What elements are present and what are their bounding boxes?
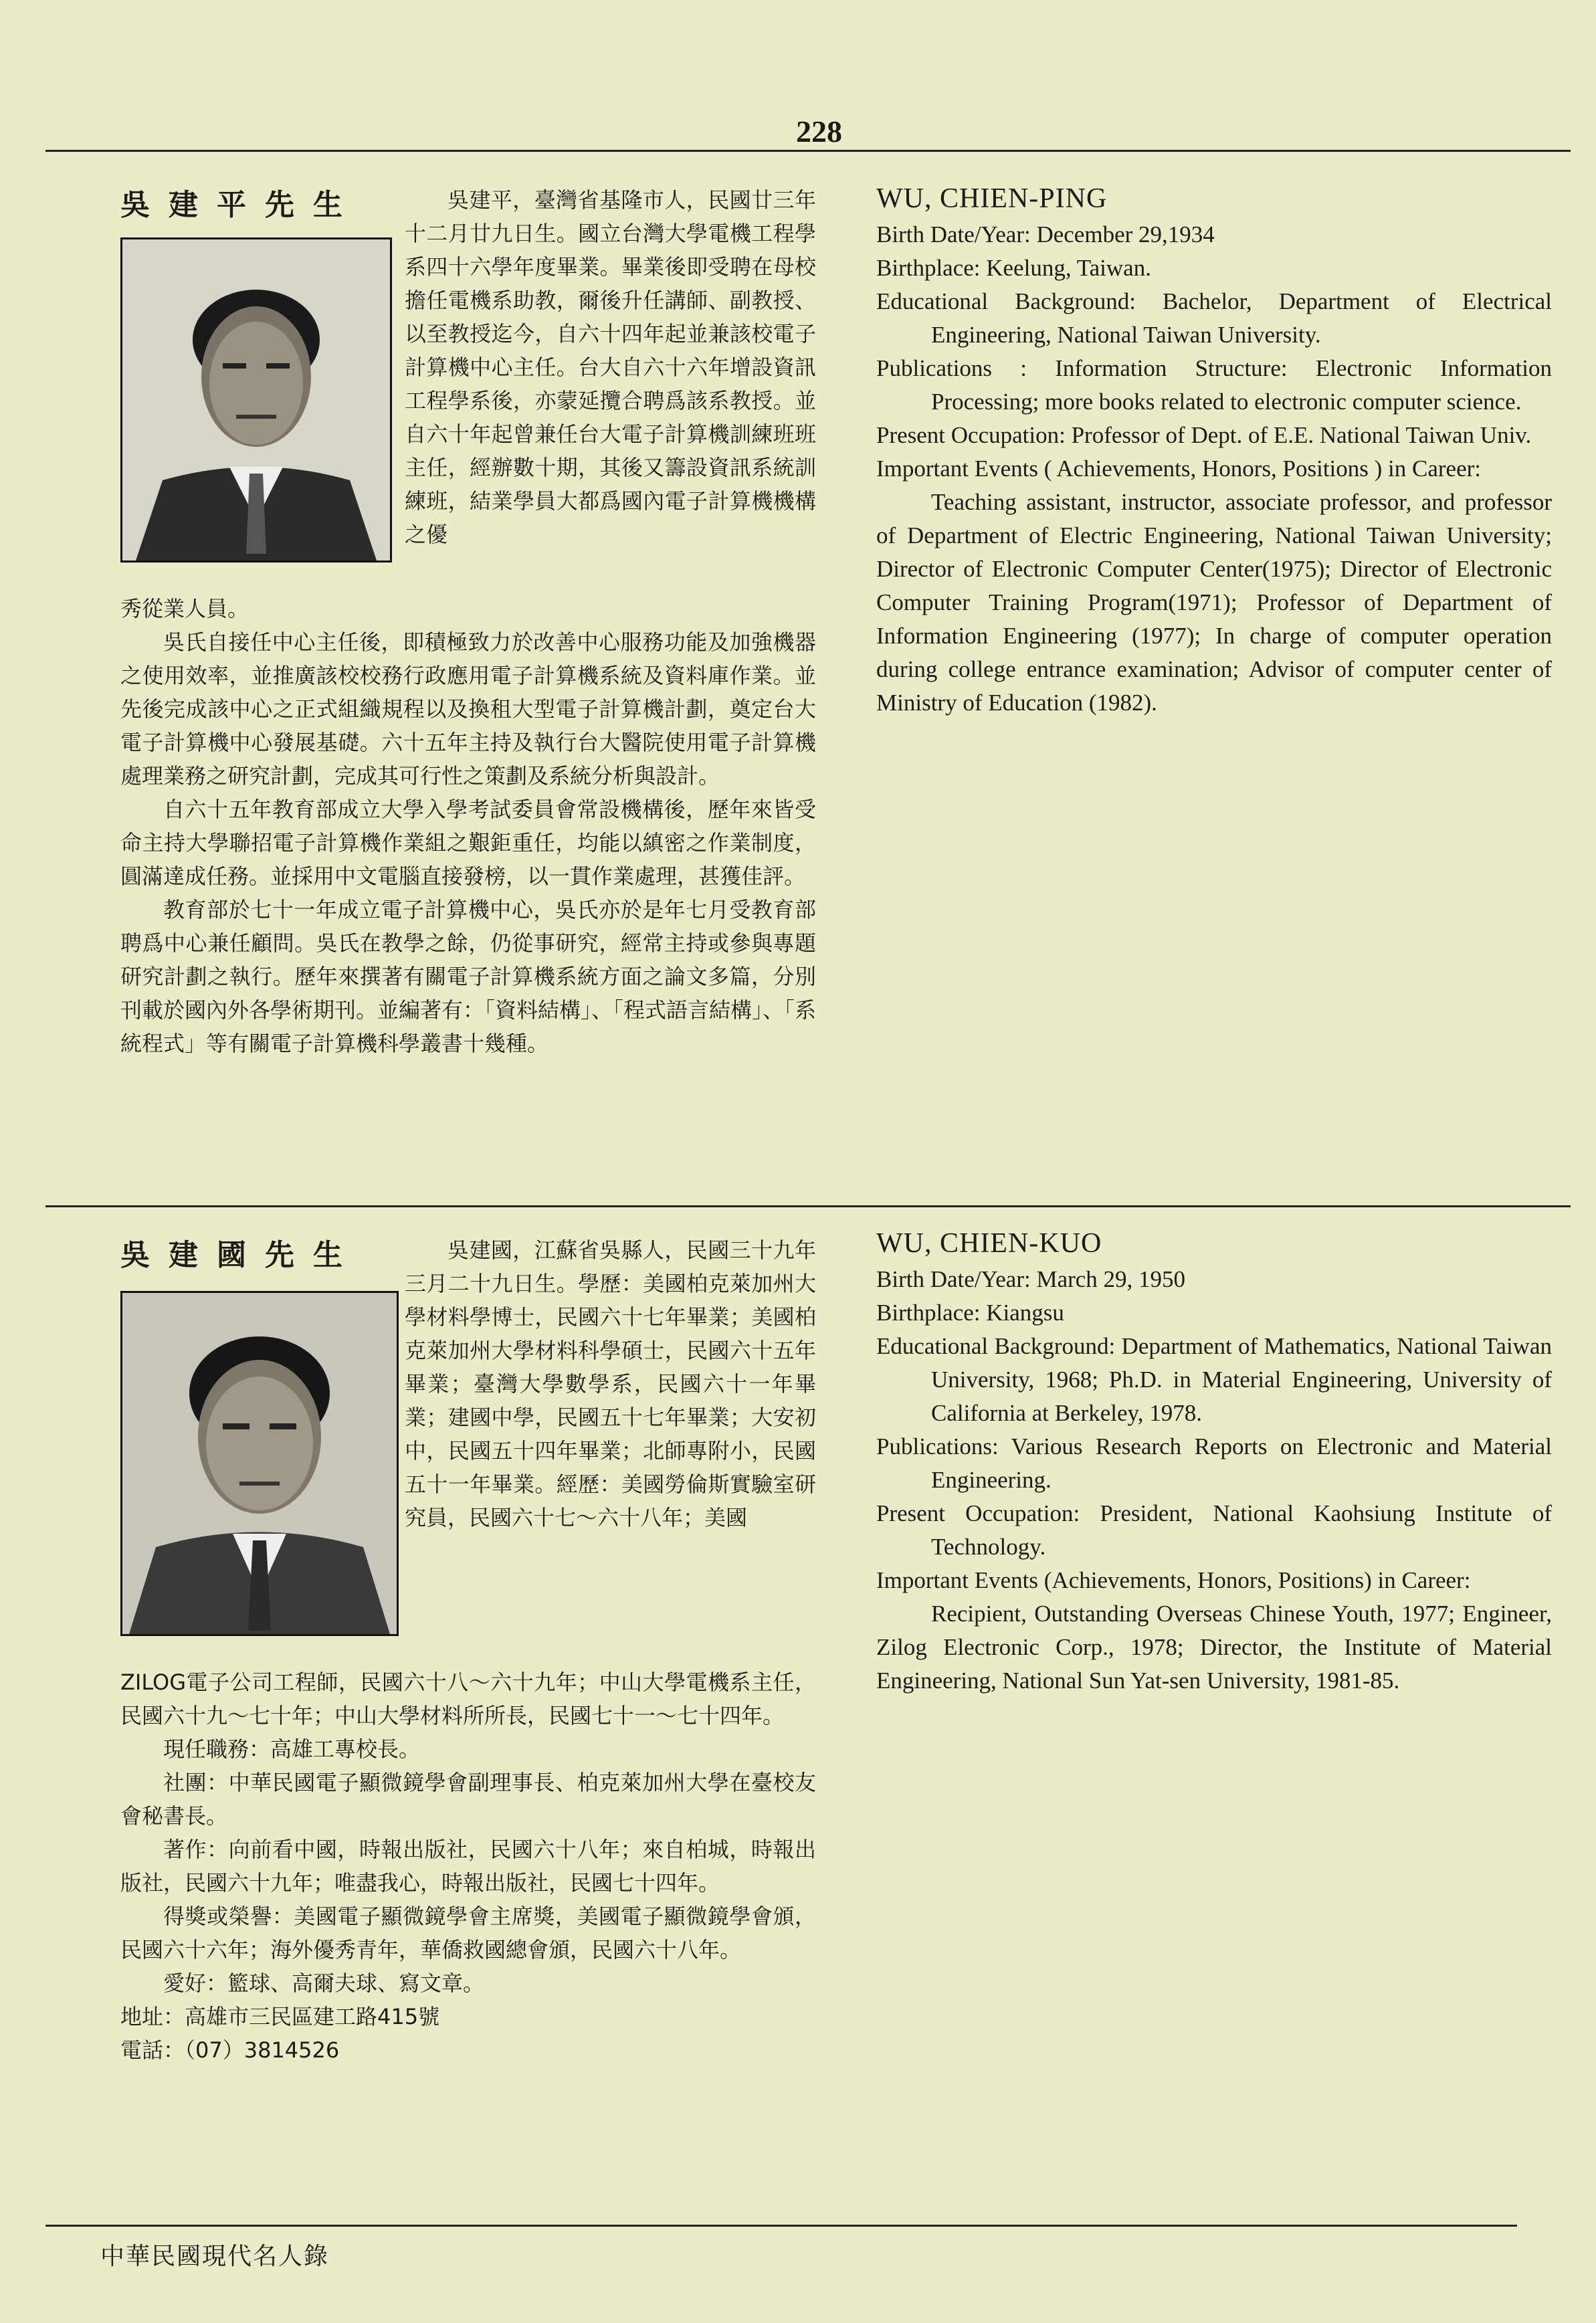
career-text: Teaching assistant, instructor, associate professor, and professor of Department of Electric Engineering, National Taiwan University; Director of Electronic Computer Center(1975); Director of Electronic Computer Training Program(1971); Professor of Department of Information Engineering (1977); In charge of computer operation during college entrance examination; Advisor of computer center of Ministry of Education (1982).: [876, 489, 1552, 716]
portrait-photo: [120, 1291, 399, 1636]
chinese-body: [120, 1665, 816, 2067]
publications: Publications: Various Research Reports on Electronic and Material Engineering.: [876, 1433, 1552, 1493]
hobbies: 愛好：籃球、高爾夫球、寫文章。: [163, 1971, 485, 1996]
birthplace: Birthplace: Keelung, Taiwan.: [876, 255, 1151, 281]
paragraph: 教育部於七十一年成立電子計算機中心，吳氏亦於是年七月受教育部聘爲中心兼任顧問。吳氏在教學之餘，仍從事研究，經常主持或參與專題研究計劃之執行。歷年來撰著有關電子計算機系統方面之論文多篇，分別刊載於國內外各學術期刊。並編著有：「資料結構」、「程式語言結構」、「系統程式」等有關電子計算機科學叢書十幾種。: [120, 897, 817, 1056]
birthplace: Birthplace: Kiangsu: [876, 1300, 1064, 1326]
important-events-label: Important Events ( Achievements, Honors, Positions ) in Career:: [876, 456, 1482, 482]
education: Educational Background: Bachelor, Department of Electrical Engineering, National Taiwan University.: [876, 288, 1552, 348]
chinese-intro: 吳建平，臺灣省基隆市人，民國廿三年十二月廿九日生。國立台灣大學電機工程學系四十六學年度畢業。畢業後即受聘在母校擔任電機系助教，爾後升任講師、副教授、以至教授迄今，自六十四年起並兼該校電子計算機中心主任。台大自六十六年增設資訊工程學系後，亦蒙延攬合聘爲該系教授。並自六十年起曾兼任台大電子計算機訓練班班主任，經辦數十期，其後又籌設資訊系統訓練班，結業學員大都爲國內電子計算機機構之優: [405, 187, 816, 547]
biography-entry: [0, 174, 1596, 1191]
english-section: [876, 1227, 1552, 1698]
portrait-photo: [120, 237, 392, 563]
publications: Publications : Information Structure: Electronic Information Processing; more books related to electronic computer science.: [876, 355, 1552, 415]
chinese-name: 吳建平先生: [120, 188, 361, 222]
paragraph: 吳氏自接任中心主任後，即積極致力於改善中心服務功能及加強機器之使用效率，並推廣該校校務行政應用電子計算機系統及資料庫作業。並先後完成該中心之正式組織規程以及換租大型電子計算機計劃，奠定台大電子計算機中心發展基礎。六十五年主持及執行台大醫院使用電子計算機處理業務之研究計劃，完成其可行性之策劃及系統分析與設計。: [120, 629, 816, 789]
paragraph: 現任職務：高雄工專校長。: [163, 1736, 421, 1762]
top-rule: [45, 150, 1571, 152]
bottom-rule: [45, 2225, 1517, 2227]
important-events-label: Important Events (Achievements, Honors, Positions) in Career:: [876, 1567, 1471, 1593]
section-divider: [45, 1205, 1571, 1207]
phone: 電話：（07）3814526: [120, 2037, 340, 2063]
paragraph: 社團：中華民國電子顯微鏡學會副理事長、柏克萊加州大學在臺校友會秘書長。: [120, 1770, 816, 1829]
portrait-icon: [122, 239, 390, 561]
english-name: WU, CHIEN-PING: [876, 183, 1108, 214]
address: 地址：高雄市三民區建工路415號: [120, 2004, 440, 2029]
chinese-body: [120, 592, 816, 1060]
portrait-icon: [122, 1293, 397, 1634]
paragraph: 得獎或榮譽：美國電子顯微鏡學會主席獎，美國電子顯微鏡學會頒，民國六十六年；海外優秀青年，華僑救國總會頒，民國六十八年。: [120, 1904, 816, 1962]
chinese-name: 吳建國先生: [120, 1238, 361, 1272]
english-name: WU, CHIEN-KUO: [876, 1228, 1102, 1259]
occupation: Present Occupation: President, National Kaohsiung Institute of Technology.: [876, 1500, 1552, 1560]
paragraph: 秀從業人員。: [120, 596, 250, 621]
birth-date: Birth Date/Year: December 29,1934: [876, 221, 1215, 247]
career-text: Recipient, Outstanding Overseas Chinese Youth, 1977; Engineer, Zilog Electronic Corp., 1978; Director, the Institute of Material Engineering, National Sun Yat-sen University, 1981-85.: [876, 1601, 1552, 1694]
paragraph: ZILOG電子公司工程師，民國六十八～六十九年；中山大學電機系主任，民國六十九～七十年；中山大學材料所所長，民國七十一～七十四年。: [120, 1670, 816, 1728]
chinese-intro: 吳建國，江蘇省吳縣人，民國三十九年三月二十九日生。學歷：美國柏克萊加州大學材料學博士，民國六十七年畢業；美國柏克萊加州大學材料科學碩士，民國六十五年畢業；臺灣大學數學系，民國六十一年畢業；建國中學，民國五十七年畢業；大安初中，民國五十四年畢業；北師專附小，民國五十一年畢業。經歷：美國勞倫斯實驗室研究員，民國六十七～六十八年；美國: [405, 1237, 816, 1530]
education: Educational Background: Department of Mathematics, National Taiwan University, 1968; Ph.D. in Material Engineering, University of California at Berkeley, 1978.: [876, 1333, 1552, 1426]
biography-entry: [0, 1224, 1596, 2201]
occupation: Present Occupation: Professor of Dept. of E.E. National Taiwan Univ.: [876, 422, 1532, 448]
paragraph: 自六十五年教育部成立大學入學考試委員會常設機構後，歷年來皆受命主持大學聯招電子計算機作業組之艱鉅重任，均能以縝密之作業制度，圓滿達成任務。並採用中文電腦直接發榜，以一貫作業處理，甚獲佳評。: [120, 797, 816, 889]
english-section: [876, 182, 1552, 720]
book-title-footer: 中華民國現代名人錄: [100, 2243, 330, 2270]
birth-date: Birth Date/Year: March 29, 1950: [876, 1266, 1186, 1292]
paragraph: 著作：向前看中國，時報出版社，民國六十八年；來自柏城，時報出版社，民國六十九年；唯盡我心，時報出版社，民國七十四年。: [120, 1837, 816, 1896]
page-number: 228: [796, 114, 842, 148]
